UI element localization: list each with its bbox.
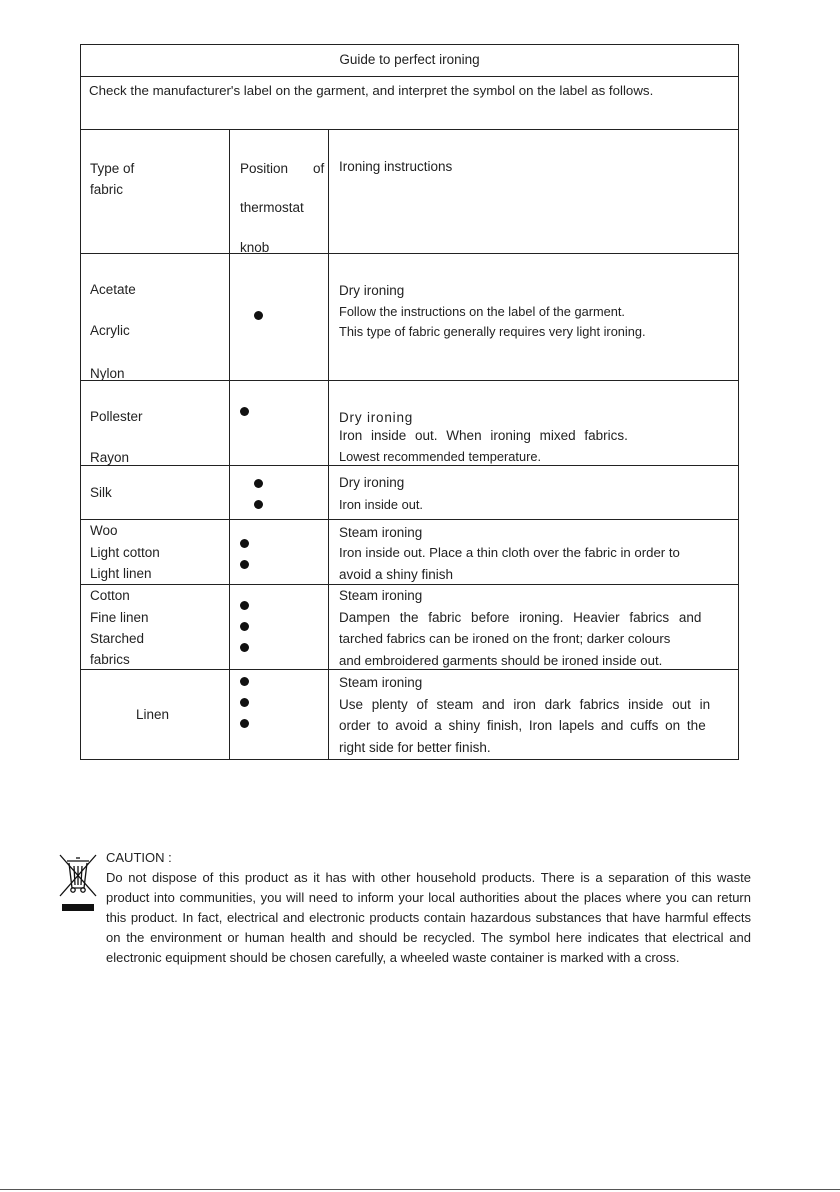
instruction-text: Iron inside out. — [339, 497, 423, 512]
table-rule — [80, 76, 739, 77]
instruction-text: Dampen the fabric before ironing. Heavier fabrics and — [339, 610, 702, 625]
weee-bin-icon — [58, 852, 98, 914]
table-title: Guide to perfect ironing — [339, 52, 480, 67]
instruction-heading: Steam ironing — [339, 675, 423, 690]
table-col-divider — [328, 129, 329, 760]
table-border-right — [738, 44, 739, 760]
table-rule — [80, 465, 739, 466]
header-ironing-instructions: Ironing instructions — [339, 159, 453, 174]
fabric-name: fabrics — [90, 652, 130, 667]
fabric-name: Acetate — [90, 282, 136, 297]
table-rule-bottom — [80, 759, 739, 760]
thermostat-dot-icon — [240, 539, 249, 548]
thermostat-dot-icon — [240, 719, 249, 728]
fabric-name: Woo — [90, 523, 118, 538]
instruction-heading: Dry ironing — [339, 283, 405, 298]
table-rule — [80, 129, 739, 130]
table-intro: Check the manufacturer's label on the garment, and interpret the symbol on the label as follows. — [89, 83, 654, 98]
fabric-name: Pollester — [90, 409, 143, 424]
table-rule — [80, 669, 739, 670]
thermostat-dot-icon — [240, 560, 249, 569]
thermostat-dot-icon — [240, 407, 249, 416]
table-rule — [80, 519, 739, 520]
instruction-text: avoid a shiny finish — [339, 567, 454, 582]
thermostat-dot-icon — [240, 698, 249, 707]
thermostat-dot-icon — [240, 622, 249, 631]
header-thermostat-position: Position — [240, 161, 289, 176]
table-rule — [80, 584, 739, 585]
fabric-name: Light linen — [90, 566, 152, 581]
fabric-name: Fine linen — [90, 610, 149, 625]
fabric-name: Starched — [90, 631, 145, 646]
instruction-text: Iron inside out. When ironing mixed fabrics. — [339, 428, 628, 443]
fabric-name: Linen — [136, 707, 170, 722]
thermostat-dot-icon — [240, 601, 249, 610]
fabric-name: Light cotton — [90, 545, 160, 560]
thermostat-dot-icon — [254, 479, 263, 488]
instruction-text: Follow the instructions on the label of the garment. — [339, 304, 625, 319]
fabric-name: Acrylic — [90, 323, 130, 338]
thermostat-dot-icon — [240, 677, 249, 686]
instruction-text: Use plenty of steam and iron dark fabrics inside out in — [339, 697, 711, 712]
fabric-name: Nylon — [90, 366, 125, 380]
caution-text: Do not dispose of this product as it has with other household products. There is a separation of this waste product into communities, you will need to inform your local authorities about the places where you can return this product. In fact, electrical and electronic products contain hazardous substances that have harmful effects on the environment or human health and should be recycled. The symbol here indicates that electrical and electronic equipment should be chosen carefully, a wheeled waste container is marked with a cross. — [106, 870, 751, 965]
caution-notice — [106, 848, 751, 968]
header-fabric-type: Type of — [90, 161, 135, 176]
table-rule — [80, 253, 739, 254]
fabric-name: Rayon — [90, 450, 130, 465]
instruction-text: Lowest recommended temperature. — [339, 449, 542, 464]
instruction-text: tarched fabrics can be ironed on the front; darker colours — [339, 631, 671, 646]
instruction-text: Iron inside out. Place a thin cloth over the fabric in order to — [339, 545, 680, 560]
header-thermostat-position: knob — [240, 240, 270, 253]
header-thermostat-position: of — [313, 161, 325, 176]
fabric-name: Silk — [90, 485, 112, 500]
instruction-text: right side for better finish. — [339, 740, 491, 755]
table-rule — [80, 380, 739, 381]
instruction-text: This type of fabric generally requires very light ironing. — [339, 324, 646, 339]
thermostat-dot-icon — [254, 311, 263, 320]
thermostat-dot-icon — [254, 500, 263, 509]
thermostat-dot-icon — [240, 643, 249, 652]
instruction-heading: Steam ironing — [339, 588, 423, 603]
table-border-left — [80, 44, 81, 760]
instruction-heading: Steam ironing — [339, 525, 423, 540]
instruction-text: and embroidered garments should be ironed inside out. — [339, 653, 663, 668]
instruction-text: order to avoid a shiny finish, Iron lapels and cuffs on the — [339, 718, 706, 733]
header-thermostat-position: thermostat — [240, 200, 304, 215]
table-col-divider — [229, 129, 230, 760]
caution-title: CAUTION : — [106, 850, 172, 865]
header-fabric-type: fabric — [90, 182, 124, 197]
fabric-name: Cotton — [90, 588, 130, 603]
page-bottom-rule — [0, 1189, 840, 1190]
instruction-heading: Dry ironing — [339, 410, 414, 425]
table-rule-top — [80, 44, 739, 45]
instruction-heading: Dry ironing — [339, 475, 405, 490]
